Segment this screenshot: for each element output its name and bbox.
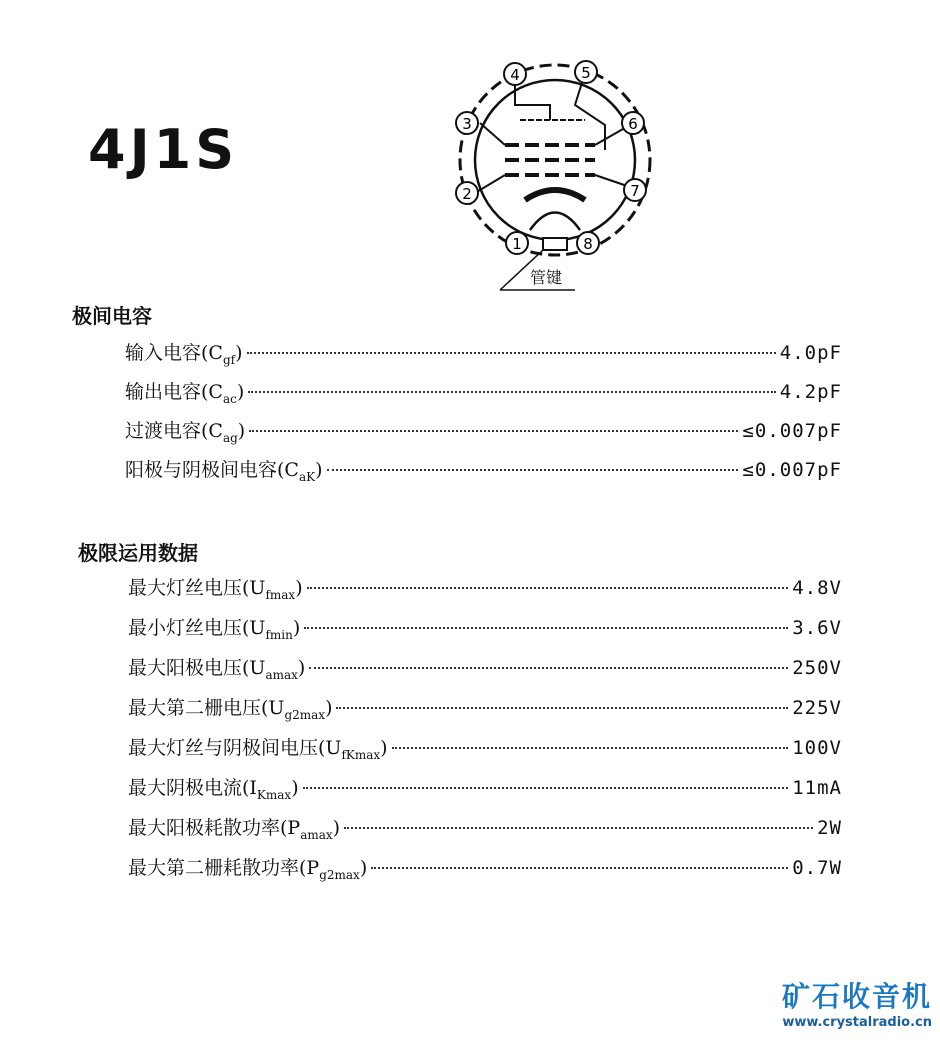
capacitance-heading: 极间电容 xyxy=(72,304,152,328)
key-notch xyxy=(543,238,567,250)
spec-value: 3.6V xyxy=(792,617,842,639)
spec-row xyxy=(125,455,842,484)
pin-3 xyxy=(456,112,478,134)
spec-subscript: amax xyxy=(300,827,333,842)
pin-diagram xyxy=(445,55,665,295)
spec-label: 最大第二栅电压$(U_{g2max})$ xyxy=(128,697,333,722)
spec-subscript: ag xyxy=(222,430,238,445)
leader-dots xyxy=(248,391,776,393)
spec-label: 最大阳极耗散功率$(P_{amax})$ xyxy=(128,817,341,842)
spec-row xyxy=(125,416,842,445)
leader-dots xyxy=(303,787,789,789)
pin-1-label: 1 xyxy=(512,235,522,253)
spec-label: 最小灯丝电压$(U_{fmin})$ xyxy=(128,617,301,642)
spec-row xyxy=(128,613,842,642)
leader-dots xyxy=(304,627,788,629)
spec-subscript: g2max xyxy=(319,867,360,882)
leader-dots xyxy=(307,587,789,589)
leader-dots xyxy=(327,469,739,471)
spec-label: 输入电容$(C_{gf})$ xyxy=(125,342,243,367)
spec-label: 最大灯丝电压$(U_{fmax})$ xyxy=(128,577,303,602)
spec-value: 100V xyxy=(792,737,842,759)
pin-6 xyxy=(622,112,644,134)
pin-2 xyxy=(456,182,478,204)
spec-row xyxy=(128,733,842,762)
spec-label: 最大灯丝与阴极间电压$(U_{fKmax})$ xyxy=(128,737,388,762)
spec-value: ≤0.007pF xyxy=(742,420,842,442)
leader-dots xyxy=(247,352,776,354)
tube-key-label: 管键 xyxy=(530,268,563,287)
site-watermark xyxy=(782,975,932,1030)
spec-value: 4.2pF xyxy=(779,381,842,403)
spec-subscript: fmax xyxy=(265,587,296,602)
leader-dots xyxy=(336,707,788,709)
pin-5 xyxy=(575,61,597,83)
leader-dots xyxy=(371,867,788,869)
leader-dots xyxy=(344,827,813,829)
spec-label: 阳极与阴极间电容$(C_{aK})$ xyxy=(125,459,323,484)
spec-subscript: ac xyxy=(222,391,237,406)
spec-value: 225V xyxy=(792,697,842,719)
spec-row xyxy=(128,693,842,722)
pin-7 xyxy=(624,179,646,201)
pin-5-label: 5 xyxy=(581,64,591,82)
spec-label: 过渡电容$(C_{ag})$ xyxy=(125,420,246,445)
pin-3-label: 3 xyxy=(462,115,472,133)
pin-4 xyxy=(504,63,526,85)
watermark-title: 矿石收音机 xyxy=(781,980,932,1013)
pin-8-label: 8 xyxy=(583,235,593,253)
spec-row xyxy=(128,853,842,882)
limits-heading: 极限运用数据 xyxy=(78,541,198,565)
spec-label: 最大阴极电流$(I_{Kmax})$ xyxy=(128,777,299,802)
spec-value: ≤0.007pF xyxy=(742,459,842,481)
tube-model-title: 4J1S xyxy=(88,118,239,181)
spec-row xyxy=(128,573,842,602)
leader-dots xyxy=(309,667,788,669)
spec-row xyxy=(125,338,842,367)
spec-value: 4.8V xyxy=(792,577,842,599)
pin-6-label: 6 xyxy=(628,115,638,133)
leader-dots xyxy=(249,430,738,432)
spec-value: 250V xyxy=(792,657,842,679)
spec-row xyxy=(128,813,842,842)
pin-8 xyxy=(577,232,599,254)
watermark-url: www.crystalradio.cn xyxy=(782,1015,932,1030)
spec-label: 最大阳极电压$(U_{amax})$ xyxy=(128,657,306,682)
pin-1 xyxy=(506,232,528,254)
spec-label: 输出电容$(C_{ac})$ xyxy=(125,381,245,406)
spec-value: 0.7W xyxy=(792,857,842,879)
spec-subscript: g2max xyxy=(284,707,326,722)
spec-row xyxy=(128,653,842,682)
pin-2-label: 2 xyxy=(462,185,472,203)
spec-subscript: fKmax xyxy=(341,747,381,762)
spec-row xyxy=(128,773,842,802)
spec-subscript: aK xyxy=(298,469,316,484)
spec-subscript: fmin xyxy=(265,627,293,642)
spec-subscript: gf xyxy=(222,352,236,367)
spec-value: 4.0pF xyxy=(779,342,842,364)
spec-label: 最大第二栅耗散功率$(P_{g2max})$ xyxy=(128,857,368,882)
pin-7-label: 7 xyxy=(630,182,640,200)
pin-4-label: 4 xyxy=(510,66,520,84)
spec-value: 11mA xyxy=(792,777,842,799)
spec-subscript: Kmax xyxy=(256,787,292,802)
leader-dots xyxy=(392,747,789,749)
spec-row xyxy=(125,377,842,406)
spec-value: 2W xyxy=(817,817,842,839)
spec-subscript: amax xyxy=(265,667,298,682)
